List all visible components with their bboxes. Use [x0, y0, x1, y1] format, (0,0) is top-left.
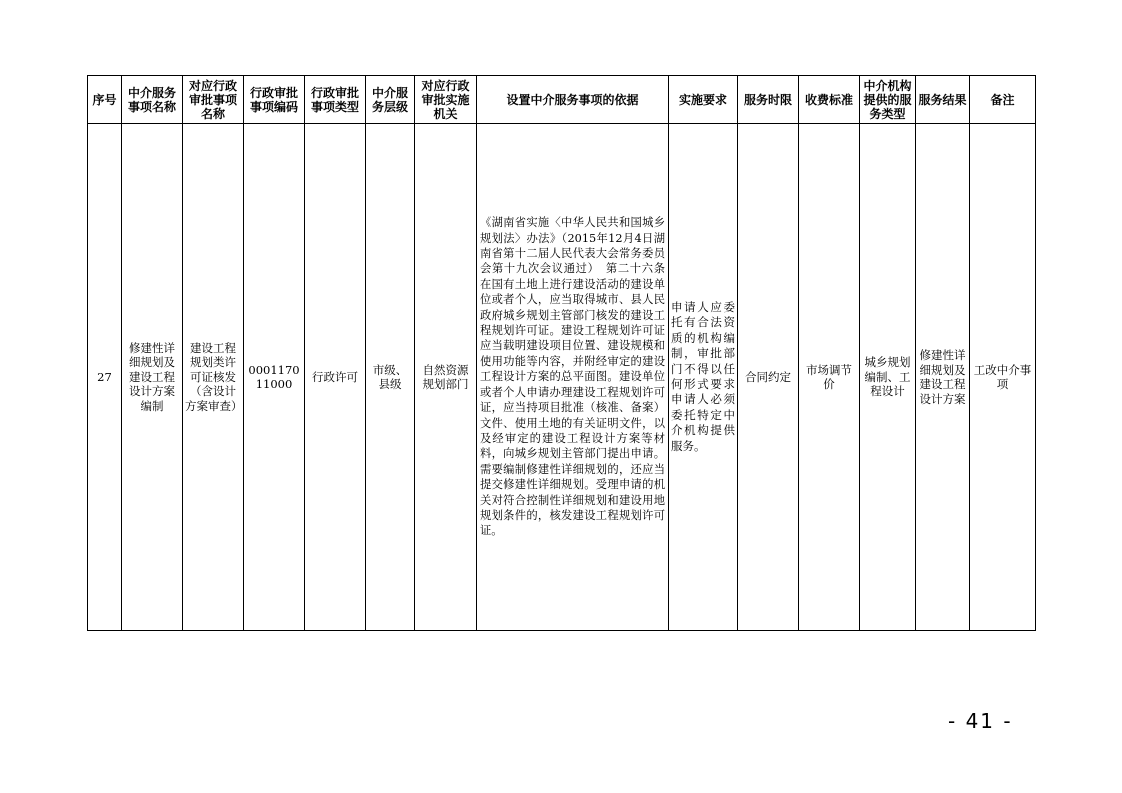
header-result: 服务结果 — [916, 76, 970, 124]
cell-requirement: 申请人应委托有合法资质的机构编制，审批部门不得以任何形式要求申请人必须委托特定中介机构提供服务。 — [669, 124, 738, 631]
cell-result: 修建性详细规划及建设工程设计方案 — [916, 124, 970, 631]
header-service-name: 中介服务事项名称 — [122, 76, 183, 124]
header-requirement: 实施要求 — [669, 76, 738, 124]
header-time-limit: 服务时限 — [738, 76, 799, 124]
header-provider-type: 中介机构提供的服务类型 — [860, 76, 916, 124]
cell-fee: 市场调节价 — [799, 124, 860, 631]
cell-time-limit: 合同约定 — [738, 124, 799, 631]
cell-level: 市级、县级 — [366, 124, 415, 631]
header-remark: 备注 — [970, 76, 1036, 124]
header-level: 中介服务层级 — [366, 76, 415, 124]
cell-remark: 工改中介事项 — [970, 124, 1036, 631]
cell-seq: 27 — [88, 124, 122, 631]
header-fee: 收费标准 — [799, 76, 860, 124]
header-approval-type: 行政审批事项类型 — [305, 76, 366, 124]
header-basis: 设置中介服务事项的依据 — [477, 76, 669, 124]
header-seq: 序号 — [88, 76, 122, 124]
cell-approval-name: 建设工程规划类许可证核发（含设计方案审查） — [183, 124, 244, 631]
intermediary-service-table — [87, 75, 1036, 631]
cell-approval-code: 000117011000 — [244, 124, 305, 631]
header-row — [88, 76, 1036, 124]
header-approval-name: 对应行政审批事项名称 — [183, 76, 244, 124]
table-row — [88, 124, 1036, 631]
header-approval-code: 行政审批事项编码 — [244, 76, 305, 124]
cell-provider-type: 城乡规划编制、工程设计 — [860, 124, 916, 631]
cell-basis: 《湖南省实施〈中华人民共和国城乡规划法〉办法》（2015年12月4日湖南省第十二届人民代表大会常务委员会第十九次会议通过） 第二十六条 在国有土地上进行建设活动的建设单位或者个人，应当取得城市、县人民政府城乡规划主管部门核发的建设工程规划许可证。建设工程规划许可证应当载明建设项目位置、建设规模和使用功能等内容，并附经审定的建设工程设计方案的总平面图。建设单位或者个人申请办理建设工程规划许可证，应当持项目批准（核准、备案）文件、使用土地的有关证明文件，以及经审定的建设工程设计方案等材料，向城乡规划主管部门提出申请。需要编制修建性详细规划的，还应当提交修建性详细规划。受理申请的机关对符合控制性详细规划和建设用地规划条件的，核发建设工程规划许可证。 — [477, 124, 669, 631]
header-authority: 对应行政审批实施机关 — [415, 76, 477, 124]
cell-authority: 自然资源规划部门 — [415, 124, 477, 631]
cell-approval-type: 行政许可 — [305, 124, 366, 631]
page-number: - 41 - — [948, 709, 1013, 733]
cell-service-name: 修建性详细规划及建设工程设计方案编制 — [122, 124, 183, 631]
